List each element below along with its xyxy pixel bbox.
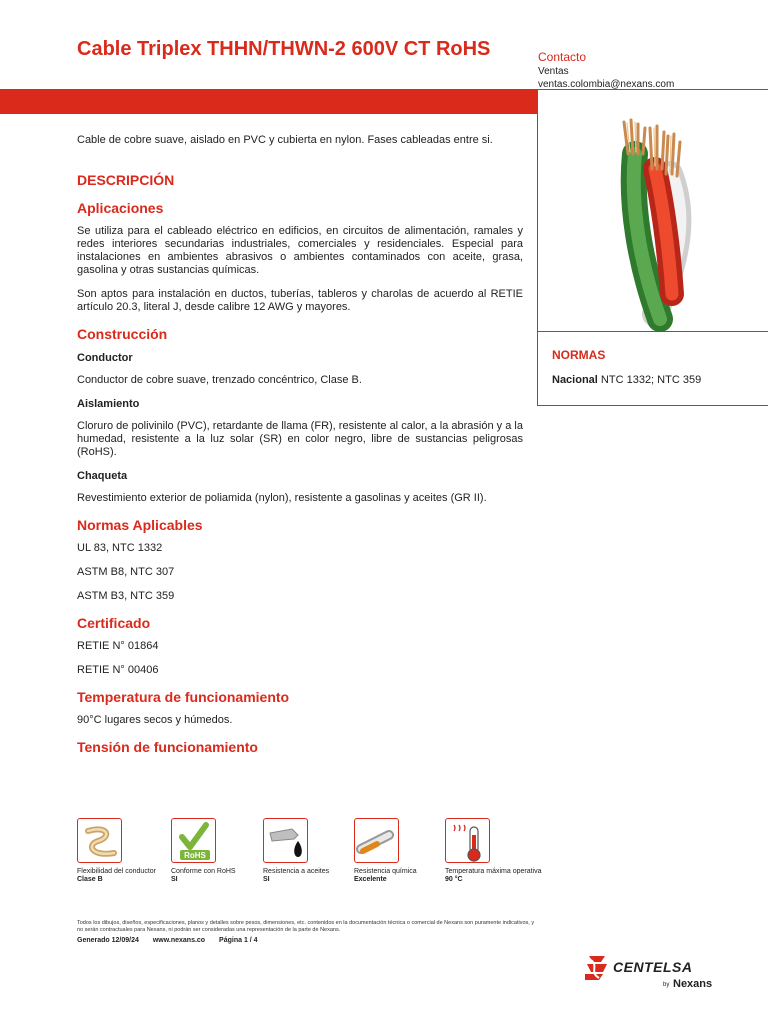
construccion-heading: Construcción [77, 326, 168, 342]
tension-heading: Tensión de funcionamiento [77, 739, 258, 755]
norma-item: ASTM B8, NTC 307 [77, 566, 175, 578]
icon-value: SI [263, 876, 270, 883]
feature-flexibility [77, 818, 177, 884]
contact-email[interactable]: ventas.colombia@nexans.com [538, 79, 675, 90]
main-content [77, 134, 523, 755]
aplicaciones-paragraph-1: Se utiliza para el cableado eléctrico en edificios, en circuitos de alimentación, ramales y redes interiores secundarias industriales, comerciales y residenciales. Especial para instalaciones en ambientes abrasivos o ambientes contaminados con aceite, grasa, gasolina y otras sustancias químicas. [77, 225, 523, 276]
temperatura-heading: Temperatura de funcionamiento [77, 689, 290, 705]
side-normas [552, 348, 701, 386]
side-normas-title: NORMAS [552, 348, 606, 362]
page-number: Página 1 / 4 [219, 937, 258, 944]
certificado-item: RETIE N° 01864 [77, 640, 159, 652]
icon-value: 90 °C [445, 876, 463, 883]
norma-item: ASTM B3, NTC 359 [77, 590, 175, 602]
feature-oil-resistance [263, 818, 363, 884]
centelsa-nexans-logo [585, 952, 735, 992]
rohs-icon [171, 818, 216, 863]
feature-chemical-resistance [354, 818, 454, 884]
document-title: Cable Triplex THHN/THWN-2 600V CT RoHS [77, 38, 491, 60]
normas-aplicables-heading: Normas Aplicables [77, 517, 203, 533]
flexibility-icon [77, 818, 122, 863]
chemical-resistance-icon [354, 818, 399, 863]
icon-value: Excelente [354, 876, 387, 883]
nexans-wordmark: Nexans [673, 978, 713, 990]
icon-label: Temperatura máxima operativa [445, 868, 542, 875]
centelsa-wordmark: CENTELSA [613, 959, 693, 975]
oil-resistance-icon [263, 818, 308, 863]
temperatura-text: 90°C lugares secos y húmedos. [77, 714, 233, 726]
rohs-badge-text: RoHS [184, 851, 206, 860]
thermometer-icon [445, 818, 490, 863]
feature-max-temperature [445, 818, 545, 884]
certificado-item: RETIE N° 00406 [77, 664, 159, 676]
contact-block [538, 50, 768, 91]
aplicaciones-heading: Aplicaciones [77, 200, 164, 216]
cable-product-image [600, 114, 710, 334]
aislamiento-text: Cloruro de polivinilo (PVC), retardante de llama (FR), resistente al calor, a la abrasión y a la humedad, resistente a la luz solar (SR) en color negro, libre de sustancias peligrosas (RoHS). [77, 420, 523, 458]
centelsa-logo-mark [585, 956, 607, 980]
icon-label: Flexibilidad del conductor [77, 868, 156, 875]
conductor-text: Conductor de cobre suave, trenzado concéntrico, Clase B. [77, 374, 362, 386]
icon-value: Clase B [77, 876, 103, 883]
legal-disclaimer: Todos los dibujos, diseños, especificaciones, planos y detalles sobre pesos, dimensiones, etc. contenidos en la documentación técnica o comercial de Nexans son puramente indicativos, y no serán contractuales para Nexans, ni podrán ser consideradas una representación de la parte de Nexans. [77, 920, 535, 933]
contact-dept: Ventas [538, 66, 569, 77]
nacional-value: NTC 1332; NTC 359 [600, 374, 702, 386]
contact-label: Contacto [538, 50, 587, 64]
chaqueta-heading: Chaqueta [77, 470, 128, 482]
website-link[interactable]: www.nexans.co [152, 937, 206, 944]
footer-meta [77, 937, 270, 944]
chaqueta-text: Revestimiento exterior de poliamida (nylon), resistente a gasolinas y aceites (GR II). [77, 492, 487, 504]
side-normas-nacional [552, 374, 701, 386]
generated-date: Generado 12/09/24 [77, 937, 139, 944]
aislamiento-heading: Aislamiento [77, 398, 140, 410]
feature-rohs [171, 818, 271, 884]
aplicaciones-paragraph-2: Son aptos para instalación en ductos, tuberías, tableros y charolas de acuerdo al RETIE artículo 20.3, literal J, desde calibre 12 AWG y mayores. [77, 288, 523, 313]
header-red-bar [0, 89, 538, 114]
icon-label: Resistencia a aceites [263, 868, 330, 875]
icon-value: SI [171, 876, 178, 883]
conductor-heading: Conductor [77, 352, 133, 364]
descripcion-heading: DESCRIPCIÓN [77, 172, 175, 188]
norma-item: UL 83, NTC 1332 [77, 542, 163, 554]
nacional-label: Nacional [552, 374, 598, 386]
icon-label: Conforme con RoHS [171, 868, 236, 875]
icon-label: Resistencia química [354, 868, 417, 875]
intro-text: Cable de cobre suave, aislado en PVC y cubierta en nylon. Fases cableadas entre si. [77, 134, 493, 146]
by-text: by [663, 982, 670, 988]
certificado-heading: Certificado [77, 615, 151, 631]
